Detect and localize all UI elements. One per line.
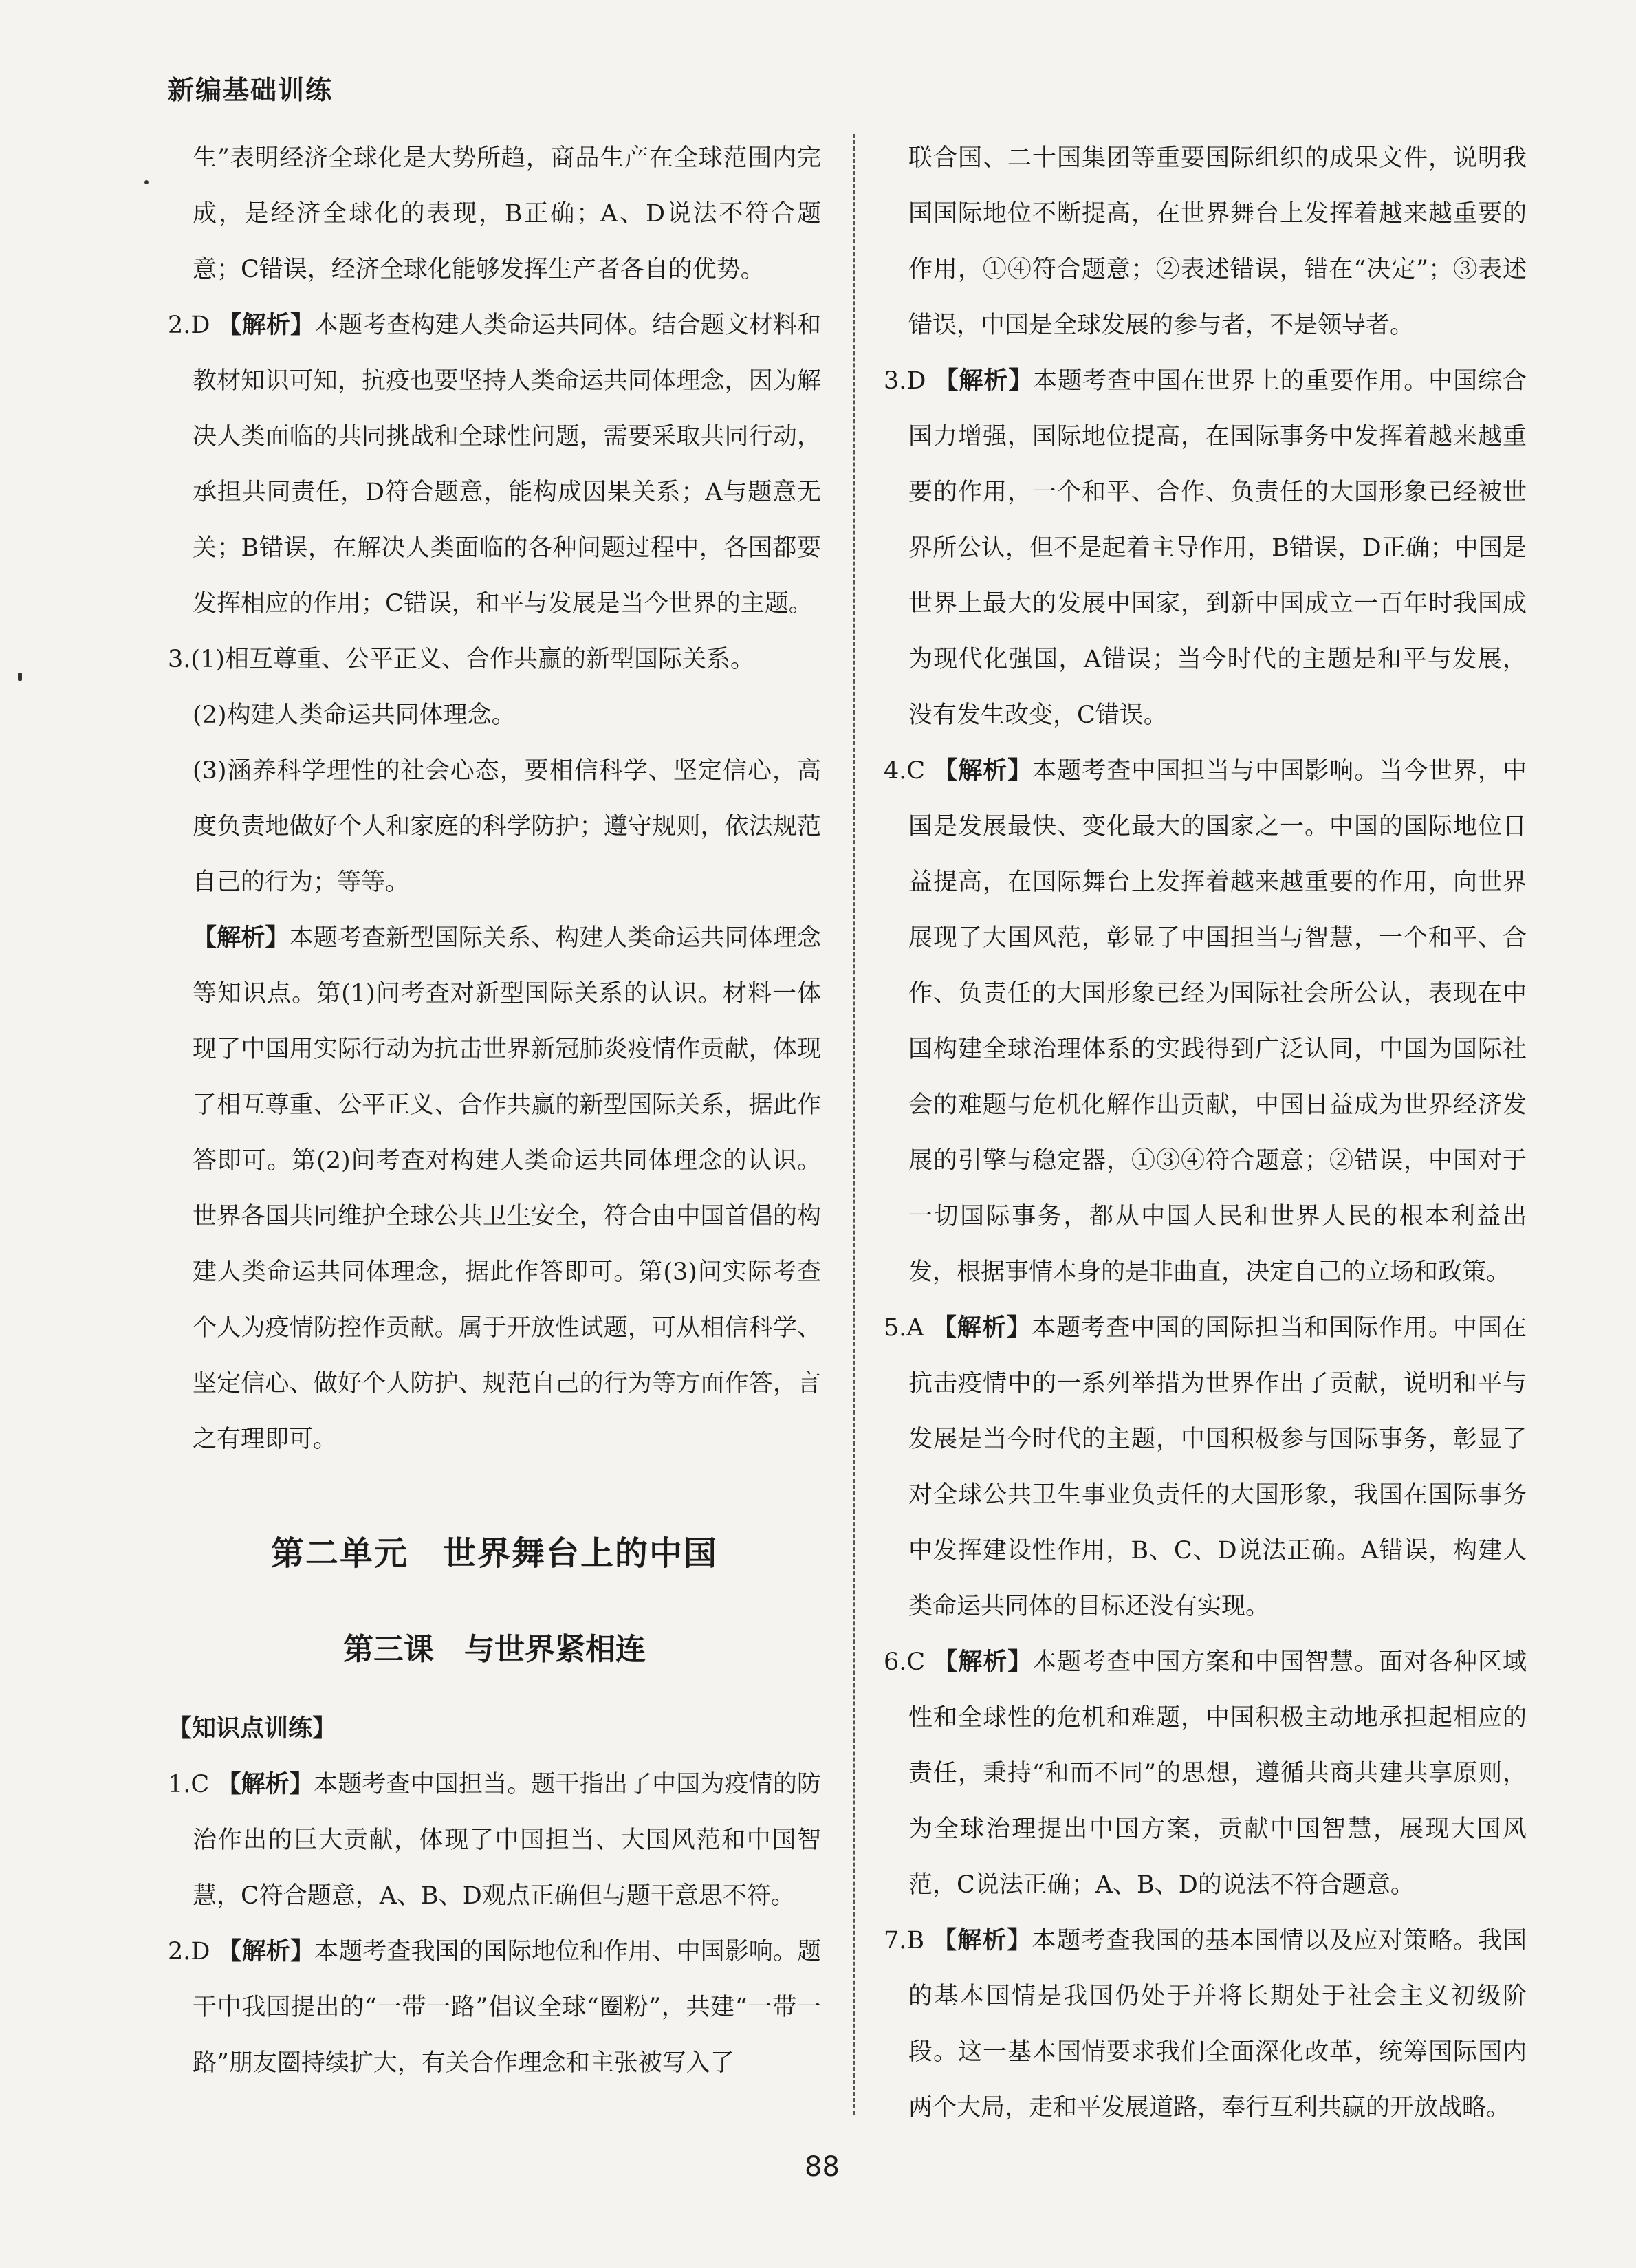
answer-text: 本题考查新型国际关系、构建人类命运共同体理念等知识点。第(1)问考查对新型国际关系的认识。材料一体现了中国用实际行动为抗击世界新冠肺炎疫情作贡献，体现了相互尊重、公平正义、合作共赢的新型国际关系，据此作答即可。第(2)问考查对构建人类命运共同体理念的认识。世界各国共同维护全球公共卫生安全，符合由中国首倡的构建人类命运共同体理念，据此作答即可。第(3)问实际考查个人为疫情防控作贡献。属于开放性试题，可从相信科学、坚定信心、做好个人防护、规范自己的行为等方面作答，言之有理即可。: [193, 924, 821, 1453]
section-label: 【知识点训练】: [168, 1715, 337, 1743]
analysis-tag: 【解析】: [932, 1314, 1032, 1342]
answer-item-2b: [168, 1924, 821, 2091]
book-series-title: 新编基础训练: [168, 75, 334, 105]
print-speck: [144, 180, 149, 184]
answer-continuation: 联合国、二十国集团等重要国际组织的成果文件，说明我国国际地位不断提高，在世界舞台上发挥着越来越重要的作用，①④符合题意；②表述错误，错在“决定”；③表述错误，中国是全球发展的参与者，不是领导者。: [908, 144, 1527, 339]
answer-item-3-part-3: (3)涵养科学理性的社会心态，要相信科学、坚定信心，高度负责地做好个人和家庭的科学防护；遵守规则，依法规范自己的行为；等等。: [193, 757, 821, 896]
answer-number: 2.D: [168, 312, 210, 339]
answer-item-2: [168, 298, 821, 632]
answer-item-3: [884, 353, 1527, 743]
answer-number: 5.A: [884, 1314, 924, 1342]
page-number: 88: [805, 2151, 840, 2183]
print-speck: [18, 673, 22, 681]
analysis-tag: 【解析】: [217, 312, 315, 339]
answer-text: 本题考查中国担当与中国影响。当今世界，中国是发展最快、变化最大的国家之一。中国的国际地位日益提高，在国际舞台上发挥着越来越重要的作用，向世界展现了大国风范，彰显了中国担当与智慧，一个和平、合作、负责任的大国形象已经为国际社会所公认，表现在中国构建全球治理体系的实践得到广泛认同，中国为国际社会的难题与危机化解作出贡献，中国日益成为世界经济发展的引擎与稳定器，①③④符合题意；②错误，中国对于一切国际事务，都从中国人民和世界人民的根本利益出发，根据事情本身的是非曲直，决定自己的立场和政策。: [908, 757, 1527, 1286]
answer-text: 本题考查我国的国际地位和作用、中国影响。题干中我国提出的“一带一路”倡议全球“圈粉”，共建“一带一路”朋友圈持续扩大，有关合作理念和主张被写入了: [193, 1938, 821, 2077]
answer-number: 7.B: [884, 1927, 925, 1954]
analysis-tag: 【解析】: [217, 1771, 314, 1798]
analysis-tag: 【解析】: [217, 1938, 315, 1965]
analysis-tag: 【解析】: [193, 924, 290, 952]
analysis-tag: 【解析】: [933, 757, 1033, 785]
left-column: [168, 131, 821, 2091]
answer-item-1: [168, 1757, 821, 1924]
answer-text: 本题考查中国担当。题干指出了中国为疫情的防治作出的巨大贡献，体现了中国担当、大国风范和中国智慧，C符合题意，A、B、D观点正确但与题干意思不符。: [193, 1771, 821, 1910]
analysis-tag: 【解析】: [934, 367, 1034, 395]
answer-item-3-part-1: 3.(1)相互尊重、公平正义、合作共赢的新型国际关系。: [168, 646, 754, 673]
answer-text: 本题考查中国在世界上的重要作用。中国综合国力增强，国际地位提高，在国际事务中发挥着越来越重要的作用，一个和平、合作、负责任的大国形象已经被世界所公认，但不是起着主导作用，B错误，D正确；中国是世界上最大的发展中国家，到新中国成立一百年时我国成为现代化强国，A错误；当今时代的主题是和平与发展，没有发生改变，C错误。: [908, 367, 1527, 729]
answer-item-3-part-2: (2)构建人类命运共同体理念。: [193, 701, 516, 729]
answer-text: 本题考查构建人类命运共同体。结合题文材料和教材知识可知，抗疫也要坚持人类命运共同体理念，因为解决人类面临的共同挑战和全球性问题，需要采取共同行动，承担共同责任，D符合题意，能构成因果关系；A与题意无关；B错误，在解决人类面临的各种问题过程中，各国都要发挥相应的作用；C错误，和平与发展是当今世界的主题。: [193, 312, 821, 618]
column-divider: [853, 134, 855, 2115]
answer-item-4: [884, 743, 1527, 1300]
answer-item-7: [884, 1913, 1527, 2136]
answer-number: 6.C: [884, 1648, 926, 1676]
unit-title: 第二单元 世界舞台上的中国: [270, 1534, 718, 1573]
answer-item-6: [884, 1635, 1527, 1913]
answer-number: 4.C: [884, 757, 926, 785]
answer-number: 2.D: [168, 1938, 210, 1965]
answer-number: 3.D: [884, 367, 926, 395]
analysis-tag: 【解析】: [933, 1648, 1033, 1676]
answer-item-5: [884, 1300, 1527, 1635]
answer-text: 本题考查中国的国际担当和国际作用。中国在抗击疫情中的一系列举措为世界作出了贡献，说明和平与发展是当今时代的主题，中国积极参与国际事务，彰显了对全球公共卫生事业负责任的大国形象，我国在国际事务中发挥建设性作用，B、C、D说法正确。A错误，构建人类命运共同体的目标还没有实现。: [908, 1314, 1527, 1620]
answer-item-3-analysis: [168, 911, 821, 1468]
answer-number: 1.C: [168, 1771, 210, 1798]
right-column: [884, 131, 1527, 2136]
answer-text: 本题考查我国的基本国情以及应对策略。我国的基本国情是我国仍处于并将长期处于社会主义初级阶段。这一基本国情要求我们全面深化改革，统筹国际国内两个大局，走和平发展道路，奉行互利共赢的开放战略。: [908, 1927, 1527, 2122]
analysis-tag: 【解析】: [932, 1927, 1032, 1954]
lesson-title: 第三课 与世界紧相连: [343, 1632, 646, 1667]
answer-continuation: 生”表明经济全球化是大势所趋，商品生产在全球范围内完成，是经济全球化的表现，B正确；A、D说法不符合题意；C错误，经济全球化能够发挥生产者各自的优势。: [193, 144, 821, 283]
answer-text: 本题考查中国方案和中国智慧。面对各种区域性和全球性的危机和难题，中国积极主动地承担起相应的责任，秉持“和而不同”的思想，遵循共商共建共享原则，为全球治理提出中国方案，贡献中国智慧，展现大国风范，C说法正确；A、B、D的说法不符合题意。: [908, 1648, 1527, 1899]
